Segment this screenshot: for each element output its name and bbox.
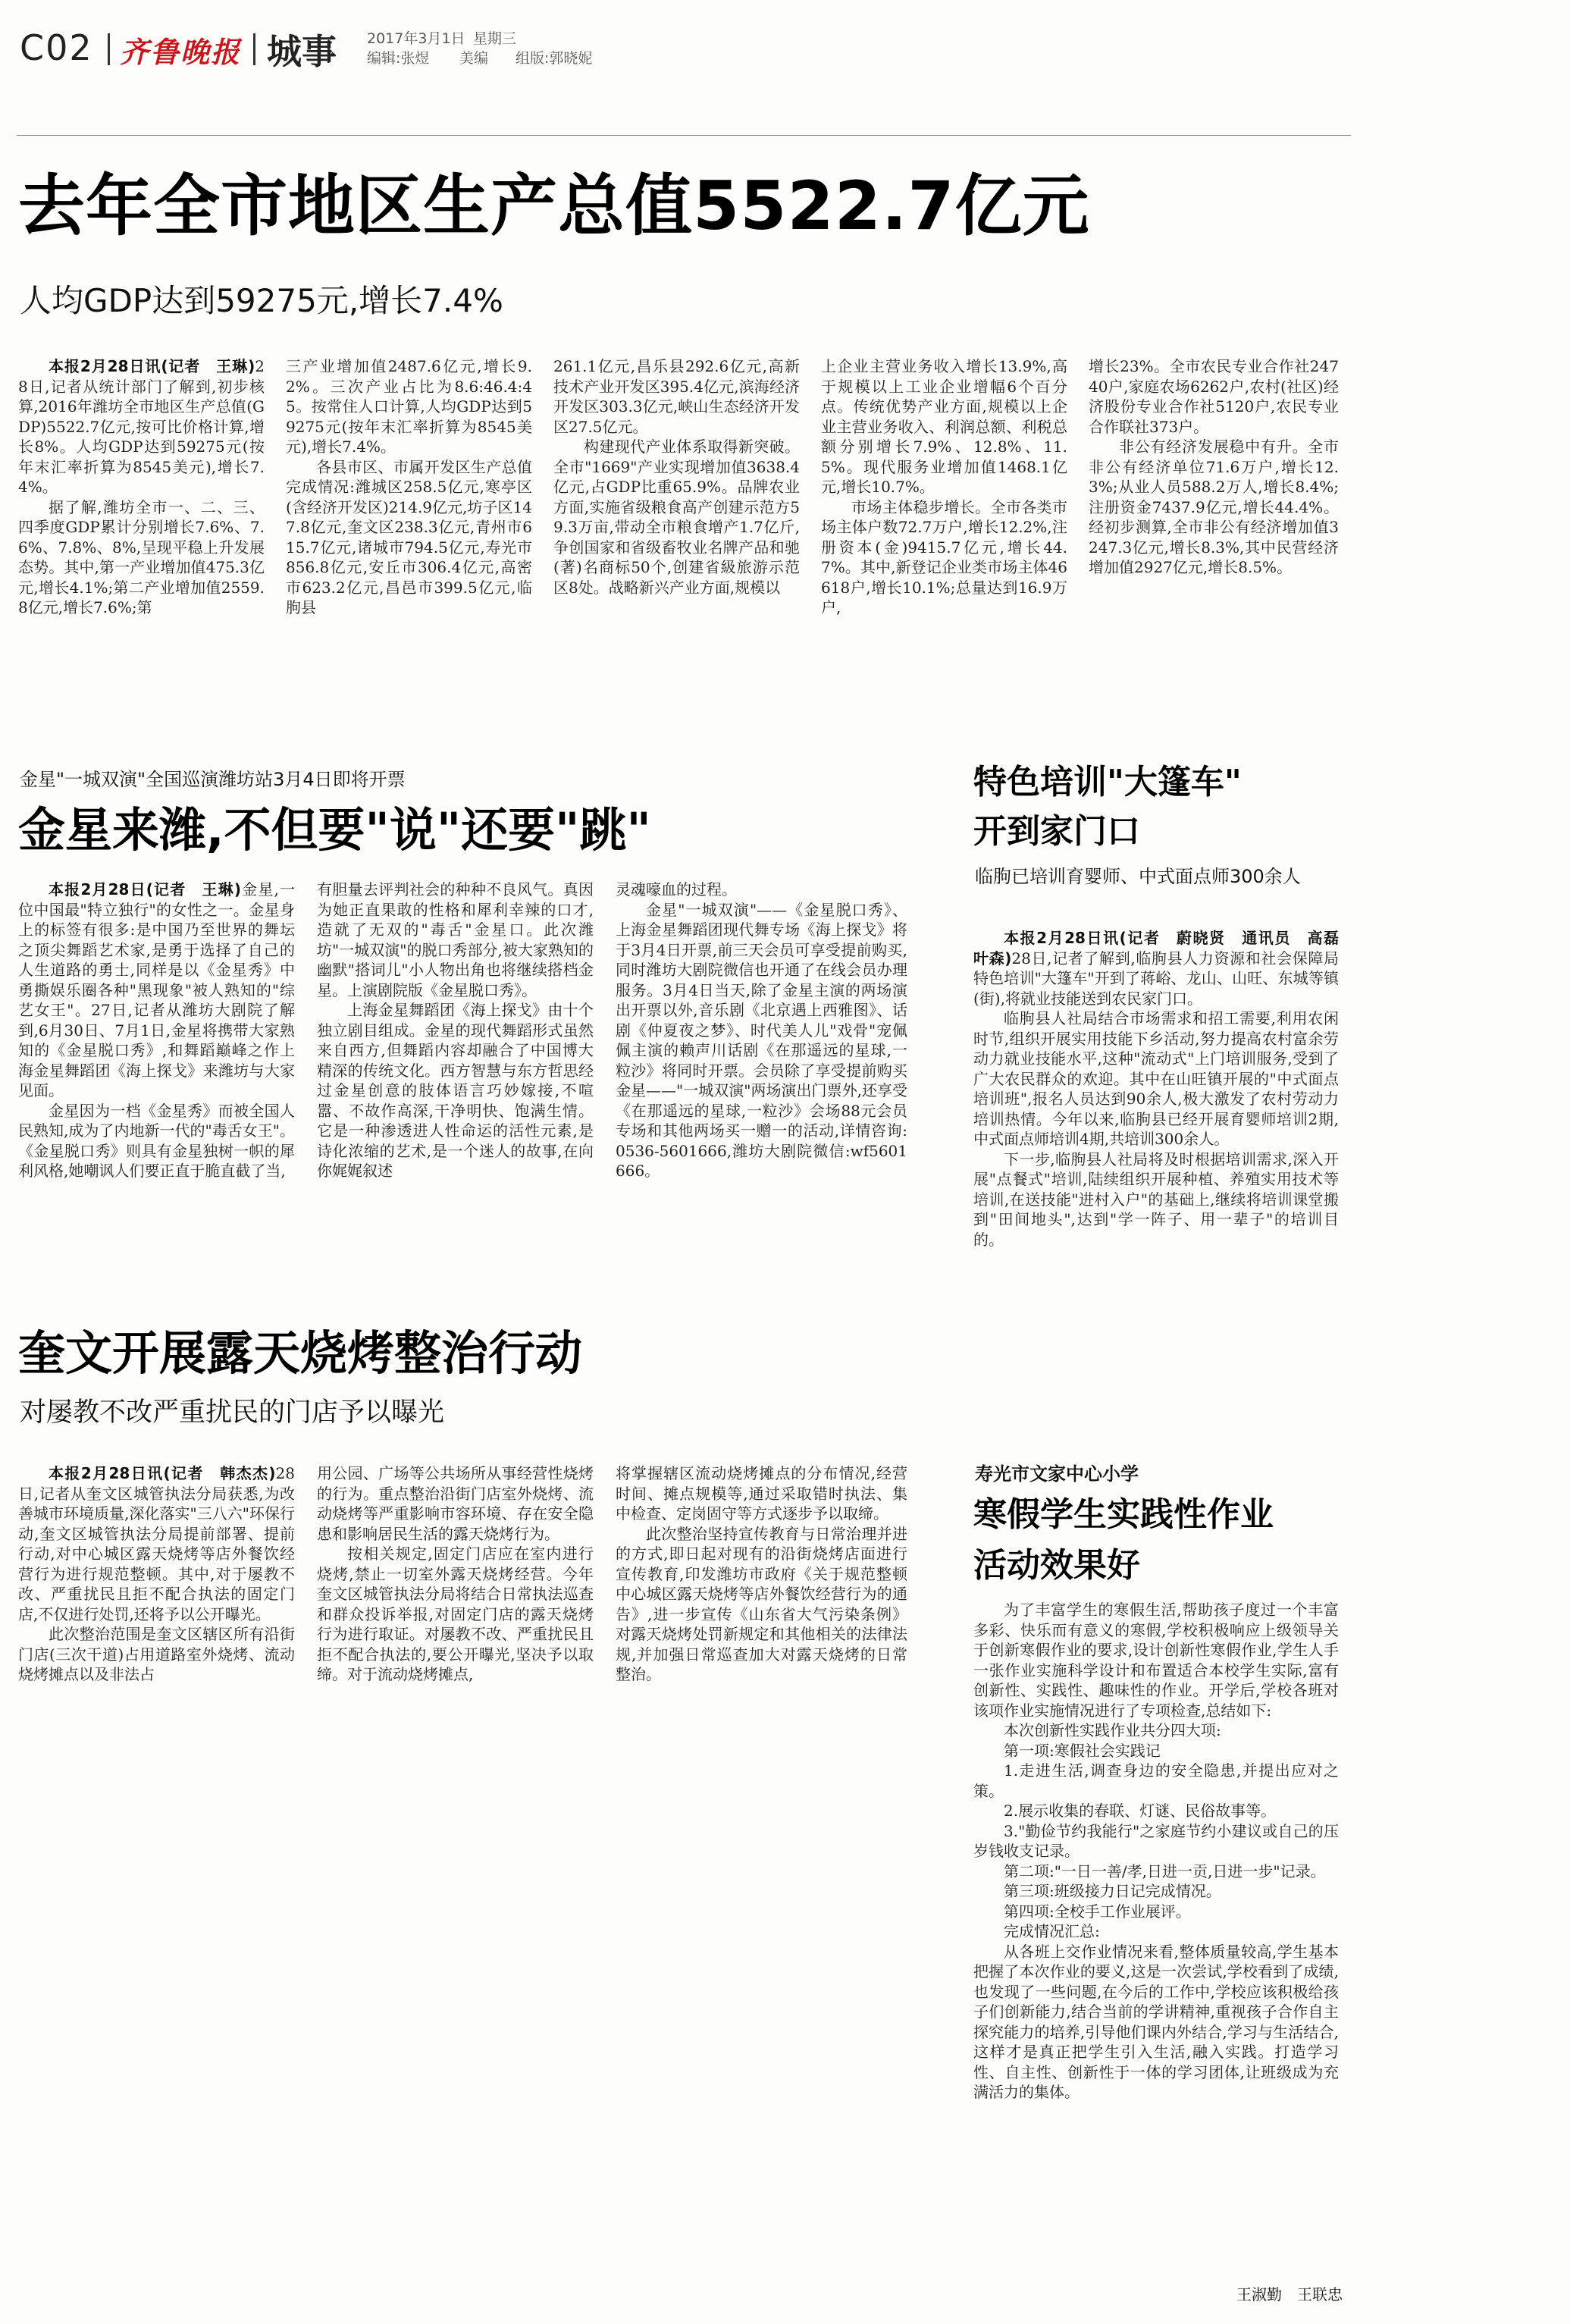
story2-column-3 — [616, 880, 907, 1287]
story2-headline: 金星来潍,不但要"说"还要"跳" — [18, 802, 651, 858]
story3-text: 28日,记者从奎文区城管执法分局获悉,为改善城市环境质量,深化落实"三八六"环保行动,奎文区城管执法分局提前部署、提前行动,对中心城区露天烧烤等店外餐饮经营行为进行规范整顿。其中,对于屡教不改、严重扰民且拒不配合执法的固定门店,不仅进行处罚,还将予以公开曝光。 — [18, 1464, 295, 1623]
story4-body — [973, 928, 1354, 1429]
story1-column-1 — [18, 356, 265, 698]
story2-text: 金星,一位中国最"特立独行"的女性之一。金星身上的标签有很多:是中国乃至世界的舞坛之顶尖舞蹈艺术家,是勇于选择了自己的人生道路的勇士,同样是以《金星秀》中勇撕娱乐圈各种"黑现象"被人熟知的"综艺女王"。27日,记者从潍坊大剧院了解到,6月30日、7月1日,金星将携带大家熟知的《金星脱口秀》,和舞蹈巅峰之作上海金星舞蹈团《海上探戈》来潍坊与大家见面。 — [18, 880, 296, 1099]
story3-text: 此次整治范围是奎文区辖区所有沿街门店(三次干道)占用道路室外烧烤、流动烧烤摊点以及非法占 — [18, 1625, 295, 1683]
story1-text: 261.1亿元,昌乐县292.6亿元,高新技术产业开发区395.4亿元,滨海经济开发区303.3亿元,峡山生态经济开发区27.5亿元。 — [553, 357, 800, 436]
story3-text: 此次整治坚持宣传教育与日常治理并进的方式,即日起对现有的沿街烧烤店面进行宣传教育,印发潍坊市政府《关于规范整顿中心城区露天烧烤等店外餐饮经营行为的通告》,进一步宣传《山东省大气污染条例》对露天烧烤处罚新规定和其他相关的法律法规,并加强日常巡查加大对露天烧烤的日常整治。 — [616, 1524, 907, 1683]
story3-column-1 — [18, 1463, 295, 1767]
story5-headline — [973, 1492, 1352, 1589]
story1-text: 市场主体稳步增长。全市各类市场主体户数72.7万户,增长12.2%,注册资本(金)9415.7亿元,增长44.7%。其中,新登记企业类市场主体46618户,增长10.1%;总量达到16.9万户, — [821, 497, 1067, 616]
story2-column-2 — [317, 880, 594, 1287]
story1-text: 各县市区、市属开发区生产总值完成情况:潍城区258.5亿元,寒亭区(含经济开发区)214.9亿元,坊子区147.8亿元,奎文区238.3亿元,青州市615.7亿元,诸城市794.5亿元,寿光市856.8亿元,安丘市306.4亿元,高密市623.2亿元,昌邑市399.5亿元,临朐县 — [286, 457, 532, 616]
story2-kicker: 金星"一城双演"全国巡演潍坊站3月4日即将开票 — [20, 769, 406, 790]
story1-column-4 — [821, 356, 1067, 698]
story3-dateline: 本报2月28日讯(记者 韩杰杰) — [49, 1464, 276, 1482]
story5-body — [973, 1600, 1339, 2275]
story1-column-2 — [286, 356, 532, 698]
story2-text: 金星因为一档《金星秀》而被全国人民熟知,成为了内地新一代的"毒舌女王"。《金星脱口秀》则具有金星独树一帜的犀利风格,她嘲讽人们要正直于脆直截了当, — [18, 1101, 295, 1180]
designer-credit: 美编 — [459, 50, 489, 67]
story3-text: 将掌握辖区流动烧烤摊点的分布情况,经营时间、摊点规模等,通过采取错时执法、集中检查、定岗固守等方式逐步予以取缔。 — [616, 1464, 907, 1523]
story5-list-item: 第三项:班级接力日记完成情况。 — [1004, 1882, 1221, 1900]
story4-text: 28日,记者了解到,临朐县人力资源和社会保障局特色培训"大篷车"开到了蒋峪、龙山、山旺、东城等镇(街),将就业技能送到农民家门口。 — [973, 949, 1339, 1008]
story1-text: 据了解,潍坊全市一、二、三、四季度GDP累计分别增长7.6%、7.6%、7.8%、8%,呈现平稳上升发展态势。其中,第一产业增加值475.3亿元,增长4.1%;第二产业增加值2559.8亿元,增长7.6%;第 — [18, 497, 265, 616]
story5-text: 从各班上交作业情况来看,整体质量较高,学生基本把握了本次作业的要义,这是一次尝试,学校看到了成绩,也发现了一些问题,在今后的工作中,学校应该积极给孩子们创新能力,结合当前的学讲精神,重视孩子合作自主探究能力的培养,引导他们课内外结合,学习与生活结合,这样才是真正把学生引入生活,融入实践。打造学习性、自主性、创新性于一体的学习团体,让班级成为充满活力的集体。 — [973, 1942, 1339, 2101]
story5-byline: 王淑勤 王联忠 — [1236, 2285, 1343, 2304]
story3-column-2 — [317, 1463, 594, 1767]
story4-text: 下一步,临朐县人社局将及时根据培训需求,深入开展"点餐式"培训,陆续组织开展种植、养殖实用技术等培训,在送技能"进村入户"的基础上,继续将培训课堂搬到"田间地头",达到"学一阵子、用一辈子"的培训目的。 — [973, 1149, 1339, 1249]
story1-text: 三产业增加值2487.6亿元,增长9.2%。三次产业占比为8.6:46.4:45。按常住人口计算,人均GDP达到59275元(按年末汇率折算为8545美元),增长7.4%。 — [286, 357, 532, 456]
story1-subhead: 人均GDP达到59275元,增长7.4% — [20, 282, 503, 319]
issue-date: 2017年3月1日 — [367, 30, 465, 47]
story3-text: 按相关规定,固定门店应在室内进行烧烤,禁止一切室外露天烧烤经营。今年奎文区城管执法分局将结合日常执法巡查和群众投诉举报,对固定门店的露天烧烤行为进行取证。对屡教不改、严重扰民且拒不配合执法的,要公开曝光,坚决予以取缔。对于流动烧烤摊点, — [317, 1545, 594, 1683]
story5-headline-line-1: 寒假学生实践性作业 — [973, 1495, 1274, 1534]
story2-text: 灵魂嚎血的过程。 — [616, 880, 737, 899]
story3-text: 用公园、广场等公共场所从事经营性烧烤的行为。重点整治沿街门店室外烧烤、流动烧烤等严重影响市容环境、存在安全隐患和影响居民生活的露天烧烤行为。 — [317, 1464, 594, 1543]
story3-column-3 — [616, 1463, 907, 1767]
story1-text: 上企业主营业务收入增长13.9%,高于规模以上工业企业增幅6个百分点。传统优势产业方面,规模以上企业主营业务收入、利润总额、利税总额分别增长7.9%、12.8%、11.5%。现代服务业增加值1468.1亿元,增长10.7%。 — [821, 357, 1067, 496]
layout-credit: 组版:郭晓妮 — [515, 50, 593, 67]
story5-list-item: 第二项:"一日一善/孝,日进一贡,日进一步"记录。 — [1004, 1861, 1326, 1880]
story1-column-5 — [1089, 356, 1339, 698]
story5-list-item: 第一项:寒假社会实践记 — [1004, 1741, 1161, 1760]
story3-subhead: 对屡教不改严重扰民的门店予以曝光 — [20, 1397, 445, 1428]
masthead-rule — [17, 135, 1351, 136]
story3-headline: 奎文开展露天烧烤整治行动 — [18, 1325, 583, 1381]
story4-headline-line-1: 特色培训"大篷车" — [973, 763, 1242, 801]
story2-dateline: 本报2月28日(记者 王琳) — [49, 880, 241, 899]
story4-dateline: 本报2月28日讯(记者 蔚晓贤 通讯员 高磊 叶森) — [973, 929, 1354, 968]
story1-text: 28日,记者从统计部门了解到,初步核算,2016年潍坊全市地区生产总值(GDP)5522.7亿元,按可比价格计算,增长8%。人均GDP达到59275元(按年末汇率折算为8545美元),增长7.4%。 — [18, 357, 265, 496]
story1-column-3 — [553, 356, 800, 698]
story4-text: 临朐县人社局结合市场需求和招工需要,利用农闲时节,组织开展实用技能下乡活动,努力提高农村富余劳动力就业技能水平,这种"流动式"上门培训服务,受到了广大农民群众的欢迎。其中在山旺镇开展的"中式面点培训班",报名人员达到90余人,极大激发了农村劳动力培训热情。今年以来,临朐县已经开展育婴师培训2期,中式面点师培训4期,共培训300余人。 — [973, 1009, 1339, 1148]
story2-text: 金星"一城双演"——《金星脱口秀》、上海金星舞蹈团现代舞专场《海上探戈》将于3月4日开票,前三天会员可享受提前购买,同时潍坊大剧院微信也开通了在线会员办理服务。3月4日当天,除了金星主演的两场演出开票以外,音乐剧《北京遇上西雅图》、话剧《仲夏夜之梦》、时代美人儿"戏骨"宠佩佩主演的赖声川话剧《在那遥远的星球,一粒沙》将同时开票。会员除了享受提前购买金星——"一城双演"两场演出门票外,还享受《在那遥远的星球,一粒沙》会场88元会员专场和其他两场买一赠一的活动,详情咨询:0536-5601666,潍坊大剧院微信:wf5601666。 — [616, 900, 907, 1180]
story5-text: 为了丰富学生的寒假生活,帮助孩子度过一个丰富多彩、快乐而有意义的寒假,学校积极响应上级领导关于创新寒假作业的要求,设计创新性寒假作业,学生人手一张作业实施科学设计和布置适合本校学生实际,富有创新性、实践性、趣味性的作业。开学后,学校各班对该项作业实施情况进行了专项检查,总结如下: — [973, 1601, 1339, 1720]
story5-list-item: 3."勤俭节约我能行"之家庭节约小建议或自己的压岁钱收支记录。 — [973, 1821, 1339, 1860]
story2-text: 有胆量去评判社会的种种不良风气。真因为她正直果敢的性格和犀利幸辣的口才,造就了无双的"毒舌"金星口。此次潍坊"一城双演"的脱口秀部分,被大家熟知的幽默"搭词儿"小人物出角也将继续搭档金星。上演剧院版《金星脱口秀》。 — [317, 880, 594, 999]
story5-list-item: 2.展示收集的春联、灯谜、民俗故事等。 — [1004, 1802, 1277, 1820]
story1-dateline: 本报2月28日讯(记者 王琳) — [49, 357, 255, 375]
editor-credit: 编辑:张煜 — [367, 50, 430, 67]
story2-column-1 — [18, 880, 295, 1287]
story5-kicker: 寿光市文家中心小学 — [975, 1463, 1139, 1485]
story2-text: 上海金星舞蹈团《海上探戈》由十个独立剧目组成。金星的现代舞蹈形式虽然来自西方,但舞蹈内容却融合了中国博大精深的传统文化。西方智慧与东方哲思经过金星创意的肢体语言巧妙嫁接,不喧嚣、不故作高深,干净明快、饱满生情。它是一种渗透进人性命运的活性元素,是诗化浓缩的艺术,是一个迷人的故事,在向你娓娓叙述 — [317, 1001, 594, 1180]
story1-text: 构建现代产业体系取得新突破。全市"1669"产业实现增加值3638.4亿元,占GDP比重65.9%。品牌农业方面,实施省级粮食高产创建示范方59.3万亩,带动全市粮食增产1.7亿斤,争创国家和省级畜牧业名牌产品和驰(著)名商标50个,创建省級旅游示范区8处。战略新兴产业方面,规模以 — [553, 438, 800, 597]
story4-subhead: 临朐已培训育婴师、中式面点师300余人 — [975, 866, 1301, 887]
story1-headline: 去年全市地区生产总值5522.7亿元 — [18, 167, 1090, 245]
story5-list-item: 本次创新性实践作业共分四大项: — [1004, 1721, 1221, 1739]
story4-headline — [973, 760, 1352, 855]
story5-list-item: 第四项:全校手工作业展评。 — [1004, 1902, 1191, 1921]
story5-list-item: 完成情况汇总: — [1004, 1922, 1100, 1940]
section-name: 城事 — [267, 31, 337, 72]
masthead-divider — [253, 33, 255, 65]
story5-headline-line-2: 活动效果好 — [973, 1546, 1140, 1585]
masthead-divider — [108, 33, 110, 65]
issue-weekday: 星期三 — [473, 30, 517, 47]
story4-headline-line-2: 开到家门口 — [973, 812, 1140, 852]
page-number: C02 — [20, 27, 93, 68]
story5-list-item: 1.走进生活,调查身边的安全隐患,并提出应对之策。 — [973, 1761, 1339, 1800]
story1-text: 非公有经济发展稳中有升。全市非公有经济单位71.6万户,增长12.3%;从业人员588.2万人,增长8.4%;注册资金7437.9亿元,增长44.4%。经初步测算,全市非公有经济增加值3247.3亿元,增长8.3%,其中民营经济增加值2927亿元,增长8.5%。 — [1089, 438, 1339, 576]
paper-logo: 齐鲁晚报 — [120, 35, 242, 69]
story1-text: 增长23%。全市农民专业合作社24740户,家庭农场6262户,农村(社区)经济股份专业合作社5120户,农民专业合作联社373户。 — [1089, 357, 1339, 436]
